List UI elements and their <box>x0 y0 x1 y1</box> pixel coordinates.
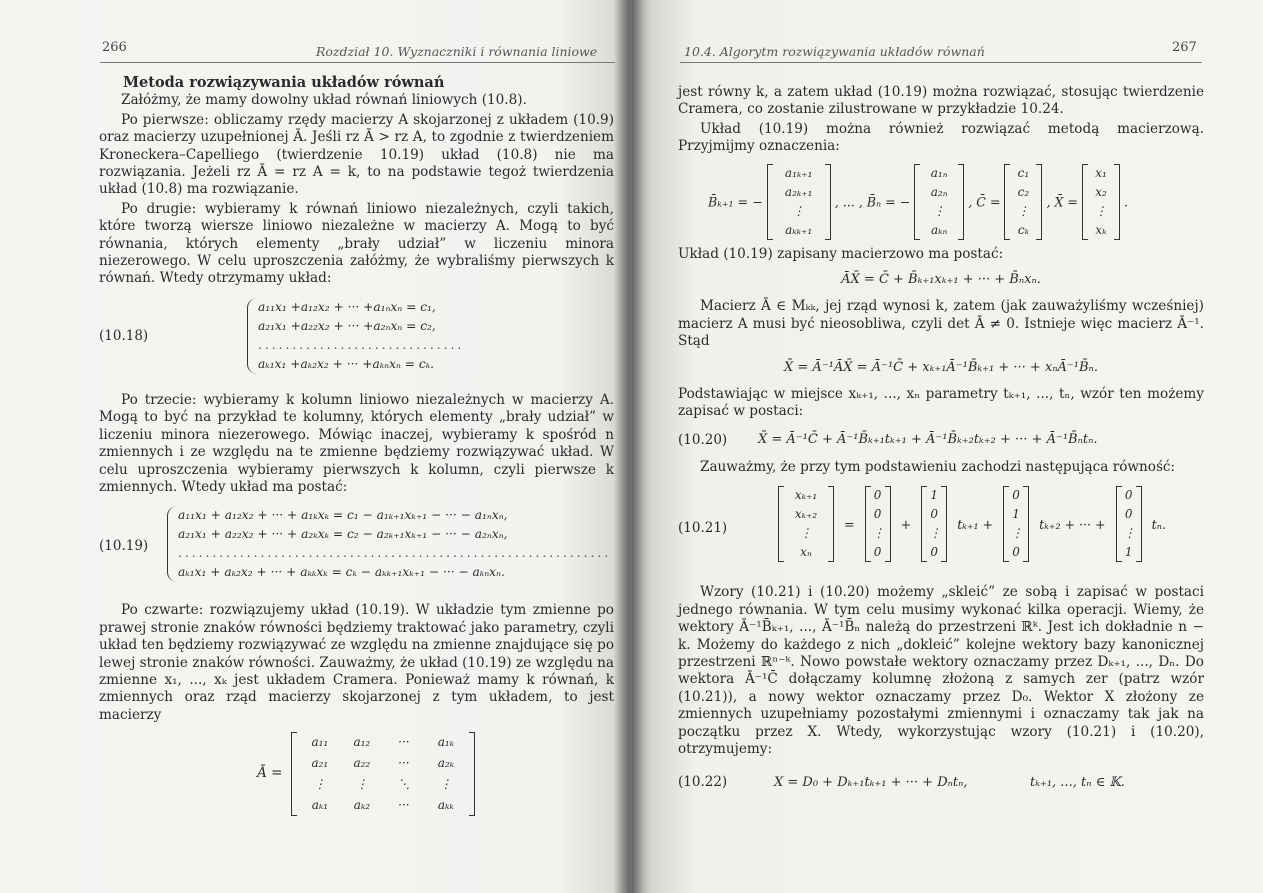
matrix-cell: 0 <box>873 545 882 560</box>
paragraph: Układ (10.19) można również rozwiązać metodą macierzową. Przyjmijmy oznaczenia: <box>678 120 1204 155</box>
right-page <box>632 0 1263 893</box>
equation-row: a₁₁x₁ + a₁₂x₂ + ··· + a₁ₖxₖ = c₁ − a₁ₖ₊₁xₖ₊₁ − ··· − a₁ₙxₙ, <box>178 508 508 523</box>
matrix-cell: a₂₁ <box>311 756 329 771</box>
matrix-cell: c₂ <box>1017 184 1030 199</box>
equation-10-21 <box>678 482 1204 578</box>
vector-en <box>1116 486 1142 562</box>
matrix-cell: ⋮ <box>872 526 885 541</box>
matrix-cell: 0 <box>1124 507 1133 522</box>
vector-x <box>1082 164 1120 240</box>
equation-system <box>247 298 464 374</box>
matrix-cell: ··· <box>398 756 410 771</box>
matrix-cell: a₁ₖ <box>437 735 455 750</box>
math-label: , ... , B̄ₙ = − <box>834 193 911 209</box>
section-title: Metoda rozwiązywania układów równań <box>123 74 445 91</box>
matrix-cell: 0 <box>930 545 938 560</box>
vector-lhs <box>778 486 834 562</box>
paragraph: Po pierwsze: obliczamy rzędy macierzy A skojarzonej z układem (10.9) oraz macierzy uzupełnionej Ā. Jeśli rz Ā > rz A, to zgodnie z twierdzeniem Kroneckera–Capelliego (twierdzenie 10.19) układ (10.8) nie ma rozwiązania. Jeżeli rz Ā = rz A = k, to na podstawie tegoż twierdzenia układ (10.8) ma rozwiązanie. <box>99 111 614 198</box>
matrix-cell: ⋮ <box>313 777 326 792</box>
equation-label: (10.22) <box>678 774 728 791</box>
equation-10-18 <box>99 294 614 384</box>
left-page-number: 266 <box>102 40 127 55</box>
matrix-cell: ⋱ <box>397 777 410 792</box>
equation-row: .............................. <box>258 337 465 352</box>
math-op: tₙ. <box>1151 516 1166 532</box>
equation-row: ............................................................... <box>178 546 612 561</box>
math-label: B̄ₖ₊₁ = − <box>708 193 763 209</box>
matrix-cell: 0 <box>1012 488 1020 503</box>
equation-label: (10.21) <box>678 520 728 537</box>
matrix-cell: 1 <box>1124 545 1133 560</box>
matrix-cell: a₁₂ <box>353 735 371 750</box>
equation-condition: tₖ₊₁, ..., tₙ ∈ 𝕂. <box>1030 775 1125 791</box>
matrix-cell: aₖₖ <box>437 798 454 813</box>
math-op: = <box>844 516 855 532</box>
matrix-cell: a₂ₖ₊₁ <box>784 184 813 199</box>
matrix-cell: ⋮ <box>933 203 946 218</box>
matrix-cell: a₂ₙ <box>930 184 948 199</box>
matrix-cell: cₖ <box>1017 222 1029 237</box>
equation-10-22 <box>678 768 1204 798</box>
paragraph: Podstawiając w miejsce xₖ₊₁, ..., xₙ parametry tₖ₊₁, ..., tₙ, wzór ten możemy zapisać w postaci: <box>678 386 1204 420</box>
matrix-cell: 0 <box>873 507 882 522</box>
left-running-head: Rozdział 10. Wyznaczniki i równania liniowe <box>316 44 598 59</box>
matrix-cell: ⋮ <box>1011 526 1024 541</box>
math-label: . <box>1124 193 1129 209</box>
equation-label: (10.20) <box>678 431 728 448</box>
matrix-cell: x₁ <box>1095 165 1107 180</box>
matrix-cell: xₙ <box>800 545 812 560</box>
right-header-rule <box>680 62 1202 63</box>
equation-body <box>778 486 1166 562</box>
equation-body: X̄ = Ā⁻¹C̄ + Ā⁻¹B̄ₖ₊₁tₖ₊₁ + Ā⁻¹B̄ₖ₊₂tₖ₊₂ + ··· + Ā⁻¹B̄ₙtₙ. <box>758 431 1098 447</box>
matrix-cell: ⋮ <box>1017 203 1030 218</box>
matrix-cell: ⋮ <box>800 526 812 541</box>
matrix-cell: c₁ <box>1017 165 1030 180</box>
matrix-bracket <box>291 732 475 816</box>
matrix-cell: xₖ <box>1095 222 1107 237</box>
paragraph: jest równy k, a zatem układ (10.19) można rozwiązać, stosując twierdzenie Cramera, co zostanie zilustrowane w przykładzie 10.24. <box>678 84 1204 118</box>
equation-system <box>167 506 611 582</box>
matrix-cell: aₖₙ <box>931 222 948 237</box>
matrix-cell: ⋮ <box>355 777 368 792</box>
equation-label: (10.19) <box>99 538 149 555</box>
paragraph: Układ (10.19) zapisany macierzowo ma postać: <box>678 245 1004 262</box>
matrix-cell: a₁ₖ₊₁ <box>784 165 813 180</box>
paragraph: Zauważmy, że przy tym podstawieniu zachodzi następująca równość: <box>700 458 1176 475</box>
math-label: , X̄ = <box>1046 193 1078 209</box>
vector-zero <box>865 486 891 562</box>
matrix-cell: ⋮ <box>439 777 452 792</box>
math-op: tₖ₊₂ + ··· + <box>1039 516 1106 532</box>
equation-10-20 <box>678 423 1204 459</box>
matrix-a-bar <box>99 732 614 816</box>
matrix-cell: 0 <box>930 507 938 522</box>
equation-matrix-form: ĀX̄ = C̄ + B̄ₖ₊₁xₖ₊₁ + ··· + B̄ₙxₙ. <box>841 272 1041 288</box>
equation-row: a₂₁x₁ +a₂₂x₂ + ··· +a₂ₙxₙ = c₂, <box>258 318 436 333</box>
equation-row: aₖ₁x₁ + aₖ₂x₂ + ··· + aₖₖxₖ = cₖ − aₖₖ₊₁xₖ₊₁ − ··· − aₖₙxₙ. <box>178 565 505 580</box>
paragraph: Załóżmy, że mamy dowolny układ równań liniowych (10.8). <box>121 92 527 109</box>
matrix-cell: aₖ₁ <box>311 798 329 813</box>
right-text-column <box>678 84 1204 798</box>
vector-b-n <box>914 164 964 240</box>
math-op: tₖ₊₁ + <box>957 516 994 532</box>
matrix-cell: ⋮ <box>1095 203 1107 218</box>
matrix-cell: 1 <box>1012 507 1020 522</box>
matrix-cell: xₖ₊₁ <box>794 488 818 503</box>
left-text-column <box>99 74 614 816</box>
paragraph: Po drugie: wybieramy k równań liniowo niezależnych, czyli takich, które tworzą wiersze liniowo niezależne w macierzy A. Mogą to być równania, których elementy „brały udział” w liczeniu minora niezerowego. W celu uproszczenia załóżmy, że wybraliśmy pierwszych k równań. Wtedy otrzymamy układ: <box>99 200 614 287</box>
left-header-rule <box>100 62 615 63</box>
equation-row: a₂₁x₁ + a₂₂x₂ + ··· + a₂ₖxₖ = c₂ − a₂ₖ₊₁xₖ₊₁ − ··· − a₂ₙxₙ, <box>178 527 508 542</box>
matrix-cell: ⋮ <box>1123 526 1136 541</box>
math-label: , C̄ = <box>968 193 1001 209</box>
matrix-cell: 0 <box>873 488 882 503</box>
matrix-cell: xₖ₊₂ <box>794 507 818 522</box>
matrix-cell: 0 <box>1012 545 1020 560</box>
matrix-cell: aₖ₂ <box>353 798 371 813</box>
matrix-grid <box>299 732 467 816</box>
matrix-label: Ā = <box>257 765 283 782</box>
equation-row: a₁₁x₁ +a₁₂x₂ + ··· +a₁ₙxₙ = c₁, <box>258 299 436 314</box>
matrix-definitions <box>678 164 1204 240</box>
equation-label: (10.18) <box>99 327 149 344</box>
vector-c <box>1004 164 1042 240</box>
right-running-head: 10.4. Algorytm rozwiązywania układów równań <box>684 44 985 59</box>
matrix-cell: x₂ <box>1095 184 1107 199</box>
matrix-cell: 1 <box>930 488 938 503</box>
matrix-cell: a₁₁ <box>311 735 329 750</box>
equation-row: aₖ₁x₁ +aₖ₂x₂ + ··· +aₖₙxₙ = cₖ. <box>258 356 435 371</box>
matrix-cell: a₂₂ <box>353 756 371 771</box>
vector-e1 <box>921 486 947 562</box>
equation-10-19 <box>99 502 614 594</box>
matrix-cell: ⋮ <box>929 526 942 541</box>
paragraph: Po trzecie: wybieramy k kolumn liniowo niezależnych w macierzy A. Mogą to być na przykład te kolumny, których elementy „brały udział” w liczeniu minora niezerowego. Mówiąc inaczej, wybieramy k spośród n zmiennych i ze względu na te zmienne będziemy rozwiązywać układ. W celu uproszczenia wybieramy pierwszych k kolumn, czyli pierwsze k zmiennych. Wtedy układ ma postać: <box>99 391 614 495</box>
matrix-cell: ··· <box>398 798 410 813</box>
paragraph: Macierz Ā ∈ Mₖₖ, jej rząd wynosi k, zatem (jak zauważyliśmy wcześniej) macierz A musi być nieosobliwa, czyli det Ā ≠ 0. Istnieje więc macierz Ā⁻¹. Stąd <box>678 298 1204 350</box>
math-op: + <box>900 516 912 532</box>
matrix-cell: 0 <box>1124 488 1133 503</box>
vector-e2 <box>1003 486 1029 562</box>
matrix-cell: a₁ₙ <box>930 165 948 180</box>
vector-b-k1 <box>767 164 831 240</box>
matrix-cell: ··· <box>398 735 410 750</box>
equation-body: X = D₀ + Dₖ₊₁tₖ₊₁ + ··· + Dₙtₙ, <box>774 775 968 791</box>
matrix-cell: aₖₖ₊₁ <box>785 222 813 237</box>
paragraph: Wzory (10.21) i (10.20) możemy „skleić” ze sobą i zapisać w postaci jednego równania. W tym celu musimy wykonać kilka operacji. Wiemy, że wektory Ā⁻¹B̄ₖ₊₁, ..., Ā⁻¹B̄ₙ należą do przestrzeni ℝᵏ. Jest ich dokładnie n − k. Możemy do każdego z nich „dokleić” kolejne wektory bazy kanonicznej przestrzeni ℝⁿ⁻ᵏ. Nowo powstałe wektory oznaczamy przez Dₖ₊₁, ..., Dₙ. Do wektora Ā⁻¹C̄ dołączamy kolumnę złożoną z samych zer (patrz wzór (10.21)), a nowy wektor oznaczamy przez D₀. Wektor X złożony ze zmiennych uzupełniamy pozostałymi zmiennymi i oznaczamy tak jak na początku przez X. Wtedy, wykorzystując wzory (10.21) i (10.20), otrzymujemy: <box>678 584 1204 757</box>
paragraph: Po czwarte: rozwiązujemy układ (10.19). W układzie tym zmienne po prawej stronie znaków równości będziemy traktować jako parametry, czyli układ ten będziemy rozwiązywać ze względu na zmienne znajdujące się po lewej stronie znaków równości. Zauważmy, że układ (10.19) ze względu na zmienne x₁, ..., xₖ jest układem Cramera. Ponieważ mamy k równań, k zmiennych oraz rząd macierzy skojarzonej z tym układem, to jest macierzy <box>99 602 615 723</box>
right-page-number: 267 <box>1172 40 1197 55</box>
matrix-cell: ⋮ <box>792 203 805 218</box>
equation-stad: X̄ = Ā⁻¹ĀX̄ = Ā⁻¹C̄ + xₖ₊₁Ā⁻¹B̄ₖ₊₁ + ··· + xₙĀ⁻¹B̄ₙ. <box>784 359 1098 375</box>
matrix-cell: a₂ₖ <box>437 756 455 771</box>
